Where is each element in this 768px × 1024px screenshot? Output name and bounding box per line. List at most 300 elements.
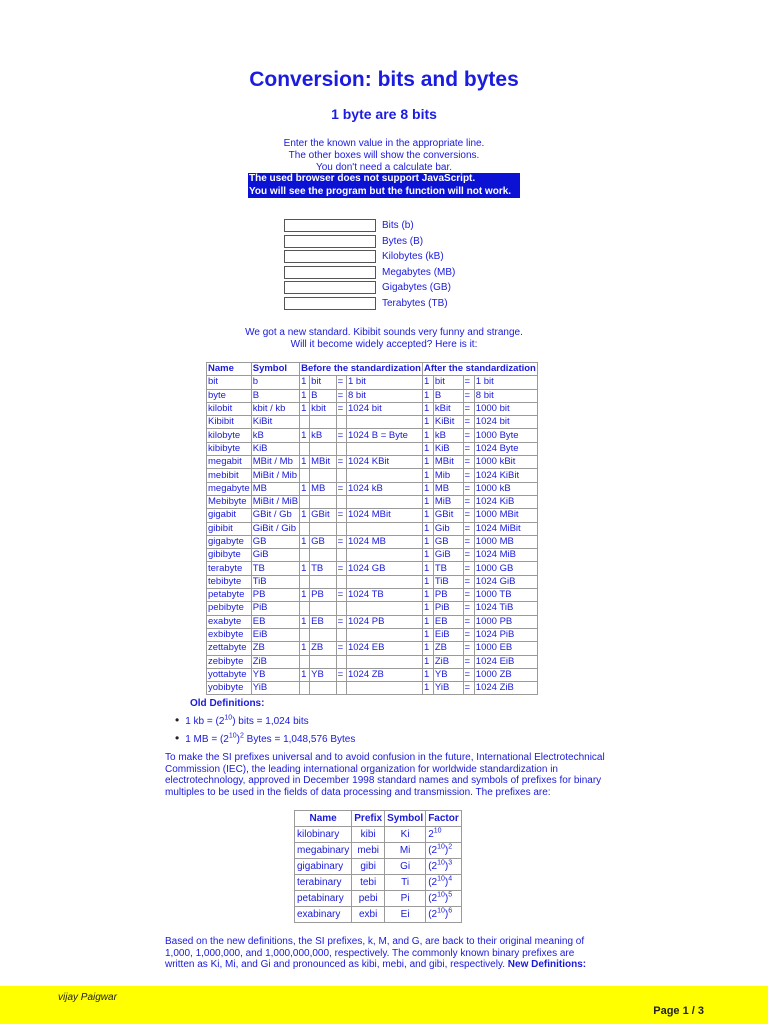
prefix-factor-cell: $(2^{10})^3$ bbox=[426, 859, 462, 875]
factor-base: 2 bbox=[431, 877, 438, 888]
table-row bbox=[207, 469, 538, 482]
table-row bbox=[207, 522, 538, 535]
table-cell: = bbox=[336, 389, 346, 402]
table-cell: GiB bbox=[251, 549, 299, 562]
table-cell: 1000 GB bbox=[474, 562, 537, 575]
table-cell: 1 bbox=[422, 655, 433, 668]
table-cell: 1024 ZiB bbox=[474, 682, 537, 695]
table-row bbox=[207, 442, 538, 455]
table-cell: 1024 KiBit bbox=[474, 469, 537, 482]
table-cell bbox=[336, 495, 346, 508]
table-cell: GiB bbox=[433, 549, 463, 562]
table-cell: PiB bbox=[433, 602, 463, 615]
table-cell: yottabyte bbox=[207, 668, 252, 681]
table-cell: 1 bbox=[422, 482, 433, 495]
table-cell: 1 bbox=[300, 456, 310, 469]
table-cell: 1 bbox=[300, 482, 310, 495]
factor-base: 2 bbox=[428, 829, 434, 840]
table-cell: 1024 TiB bbox=[474, 602, 537, 615]
table-cell: = bbox=[463, 522, 474, 535]
table-cell: PB bbox=[251, 589, 299, 602]
table-row bbox=[207, 668, 538, 681]
table-cell bbox=[310, 495, 337, 508]
gigabytes-label: Gigabytes (GB) bbox=[382, 282, 451, 294]
table-cell: 1024 MiB bbox=[474, 549, 537, 562]
table-row bbox=[207, 642, 538, 655]
warning-line: You will see the program but the function will not work. bbox=[249, 185, 512, 197]
table-cell: pebibyte bbox=[207, 602, 252, 615]
table-cell: = bbox=[336, 668, 346, 681]
table-cell bbox=[310, 469, 337, 482]
table-cell: TB bbox=[251, 562, 299, 575]
bytes-input[interactable] bbox=[284, 235, 376, 248]
table-cell: = bbox=[463, 655, 474, 668]
table-cell: = bbox=[463, 628, 474, 641]
table-cell: = bbox=[463, 682, 474, 695]
old-definition-item bbox=[175, 730, 355, 748]
table-cell: 1 bbox=[422, 602, 433, 615]
iec-paragraph: To make the SI prefixes universal and to avoid confusion in the future, International Electrotechnical Commission (IEC), the leading international organization for worldwide standardization in electrotechnology, approved in December 1998 standard names and symbols of prefixes for binary multiples to be used in the fields of data processing and transmission. The prefixes are: bbox=[165, 752, 605, 798]
kilobytes-row bbox=[284, 249, 484, 265]
table-cell bbox=[336, 682, 346, 695]
bytes-row bbox=[284, 234, 484, 250]
table-cell bbox=[336, 549, 346, 562]
table-cell: kB bbox=[310, 429, 337, 442]
table-cell: PB bbox=[310, 589, 337, 602]
old-definitions-list bbox=[175, 712, 355, 748]
table-cell: 1000 TB bbox=[474, 589, 537, 602]
table-row bbox=[207, 562, 538, 575]
def-exponent: 10 bbox=[224, 714, 233, 722]
table-row bbox=[207, 402, 538, 415]
table-row bbox=[295, 859, 462, 875]
table-cell: Mebibyte bbox=[207, 495, 252, 508]
header-name: Name bbox=[207, 363, 252, 376]
table-cell: 1 bbox=[422, 376, 433, 389]
kilobytes-input[interactable] bbox=[284, 250, 376, 263]
table-cell: 1 bit bbox=[346, 376, 422, 389]
table-cell bbox=[310, 682, 337, 695]
table-cell bbox=[300, 442, 310, 455]
table-cell: kilobit bbox=[207, 402, 252, 415]
table-cell: 1024 GiB bbox=[474, 575, 537, 588]
table-cell bbox=[300, 495, 310, 508]
gigabytes-row bbox=[284, 280, 484, 296]
table-cell: = bbox=[336, 509, 346, 522]
prefix-name-cell: megabinary bbox=[295, 843, 352, 859]
table-cell bbox=[300, 602, 310, 615]
table-cell bbox=[346, 416, 422, 429]
intro-text bbox=[0, 138, 768, 174]
table-cell: MBit / Mb bbox=[251, 456, 299, 469]
table-row bbox=[207, 575, 538, 588]
table-cell: = bbox=[336, 615, 346, 628]
table-cell: kbit bbox=[310, 402, 337, 415]
table-cell: tebibyte bbox=[207, 575, 252, 588]
intro-line: The other boxes will show the conversions. bbox=[288, 150, 480, 161]
gigabytes-input[interactable] bbox=[284, 281, 376, 294]
table-cell: 1000 EB bbox=[474, 642, 537, 655]
prefix-prefix-cell: kibi bbox=[352, 827, 385, 843]
table-cell: B bbox=[251, 389, 299, 402]
table-cell: 1024 PiB bbox=[474, 628, 537, 641]
prefix-table bbox=[294, 810, 462, 923]
factor-exponent: 10 bbox=[437, 843, 445, 851]
table-cell: MB bbox=[433, 482, 463, 495]
table-row bbox=[207, 495, 538, 508]
table-cell: ZiB bbox=[251, 655, 299, 668]
table-row bbox=[207, 429, 538, 442]
intro-line: You don't need a calculate bar. bbox=[315, 162, 453, 173]
factor-exponent: 10 bbox=[437, 907, 445, 915]
table-row bbox=[207, 509, 538, 522]
header-symbol: Symbol bbox=[385, 811, 426, 827]
prefix-symbol-cell: Gi bbox=[385, 859, 426, 875]
table-cell: 1 bbox=[422, 429, 433, 442]
table-cell bbox=[336, 575, 346, 588]
table-cell: = bbox=[336, 429, 346, 442]
table-cell: bit bbox=[310, 376, 337, 389]
table-cell: = bbox=[463, 509, 474, 522]
table-cell: bit bbox=[433, 376, 463, 389]
conversion-form bbox=[284, 218, 484, 311]
table-cell: = bbox=[463, 389, 474, 402]
table-cell: B bbox=[310, 389, 337, 402]
table-cell: 8 bit bbox=[474, 389, 537, 402]
table-cell bbox=[310, 549, 337, 562]
table-cell bbox=[310, 628, 337, 641]
table-cell: MiB bbox=[433, 495, 463, 508]
prefix-factor-cell: $(2^{10})^6$ bbox=[426, 907, 462, 923]
table-cell bbox=[300, 655, 310, 668]
table-cell bbox=[346, 442, 422, 455]
table-cell bbox=[346, 655, 422, 668]
table-row bbox=[295, 891, 462, 907]
table-cell: PiB bbox=[251, 602, 299, 615]
table-cell bbox=[346, 602, 422, 615]
table-cell: = bbox=[463, 482, 474, 495]
megabytes-label: Megabytes (MB) bbox=[382, 266, 456, 278]
prefix-symbol-cell: Ti bbox=[385, 875, 426, 891]
table-row bbox=[207, 549, 538, 562]
table-cell: gigabyte bbox=[207, 535, 252, 548]
table-cell: 1024 bit bbox=[474, 416, 537, 429]
table-row bbox=[295, 843, 462, 859]
table-cell bbox=[300, 469, 310, 482]
table-cell: = bbox=[463, 495, 474, 508]
table-cell: 1000 kBit bbox=[474, 456, 537, 469]
table-cell: GBit bbox=[433, 509, 463, 522]
prefix-symbol-cell: Pi bbox=[385, 891, 426, 907]
table-cell: TB bbox=[310, 562, 337, 575]
page-footer bbox=[0, 986, 768, 1024]
table-cell: MiBit / MiB bbox=[252, 496, 299, 508]
factor-base: 2 bbox=[431, 861, 438, 872]
table-cell: mebibit bbox=[207, 469, 252, 482]
table-cell: = bbox=[463, 575, 474, 588]
table-row bbox=[295, 907, 462, 923]
def-text: ) bits = 1,024 bits bbox=[232, 716, 309, 727]
table-cell: = bbox=[336, 562, 346, 575]
table-cell: 1 bbox=[422, 575, 433, 588]
table-cell: 1 bbox=[422, 535, 433, 548]
bits-row bbox=[284, 218, 484, 234]
prefix-name-cell: kilobinary bbox=[295, 827, 352, 843]
table-cell: = bbox=[463, 602, 474, 615]
factor-power: 3 bbox=[448, 859, 453, 867]
table-row bbox=[207, 655, 538, 668]
prefix-factor-cell: $(2^{10})^2$ bbox=[426, 843, 462, 859]
kilobytes-label: Kilobytes (kB) bbox=[382, 251, 444, 263]
table-cell: Gib bbox=[433, 522, 463, 535]
table-cell: KiBit bbox=[251, 416, 299, 429]
table-cell: megabit bbox=[207, 456, 252, 469]
table-cell: MB bbox=[251, 482, 299, 495]
table-cell: 1 bbox=[422, 522, 433, 535]
factor-exponent: 10 bbox=[433, 827, 442, 835]
table-cell: 1 bbox=[422, 549, 433, 562]
table-cell: 1 bbox=[422, 509, 433, 522]
table-cell: 1 bbox=[300, 389, 310, 402]
table-cell: YB bbox=[433, 668, 463, 681]
table-cell: gigabit bbox=[207, 509, 252, 522]
table-cell: ZiB bbox=[433, 655, 463, 668]
table-cell: TB bbox=[433, 562, 463, 575]
prefix-table-header bbox=[295, 811, 462, 827]
table-cell: 1024 TB bbox=[346, 589, 422, 602]
bytes-label: Bytes (B) bbox=[382, 235, 424, 247]
table-cell: EiB bbox=[251, 628, 299, 641]
table-cell: gibibyte bbox=[207, 549, 252, 562]
factor-exponent: 10 bbox=[437, 859, 445, 867]
table-cell: 1 bbox=[300, 668, 310, 681]
table-cell: PB bbox=[433, 589, 463, 602]
prefix-name-cell: petabinary bbox=[295, 891, 352, 907]
terabytes-label: Terabytes (TB) bbox=[382, 297, 448, 309]
table-cell: = bbox=[336, 456, 346, 469]
factor-exponent: 10 bbox=[437, 875, 445, 883]
table-cell: ZB bbox=[251, 642, 299, 655]
table-cell: 1 bbox=[300, 615, 310, 628]
def-text: ) bbox=[236, 734, 240, 745]
table-cell bbox=[346, 495, 422, 508]
table-cell: YiB bbox=[251, 682, 299, 695]
table-cell: 1 bbox=[422, 469, 433, 482]
table-cell: 1024 bit bbox=[346, 402, 422, 415]
table-cell: 1024 KBit bbox=[346, 456, 422, 469]
table-cell: 1024 MBit bbox=[346, 509, 422, 522]
factor-power: 2 bbox=[448, 843, 453, 851]
table-cell: 1000 ZB bbox=[474, 668, 537, 681]
factor-exponent: 10 bbox=[437, 891, 445, 899]
old-definitions-title: Old Definitions: bbox=[190, 698, 265, 709]
new-definitions-text: Based on the new definitions, the SI prefixes, k, M, and G, are back to their original meaning of 1,000, 1,000,000, and 1,000,000,000, respectively. The commonly known binary prefixes are written as Ki, Mi, and Gi and pronounced as kibi, mebi, and gibi, respectively. bbox=[165, 936, 585, 970]
table-cell: zebibyte bbox=[207, 655, 252, 668]
table-cell: GBit / Gb bbox=[251, 509, 299, 522]
table-cell: 1 bbox=[422, 628, 433, 641]
prefix-factor-cell bbox=[426, 827, 462, 843]
units-table bbox=[206, 362, 538, 695]
prefix-name-cell: exabinary bbox=[295, 907, 352, 923]
table-cell: bit bbox=[207, 376, 252, 389]
table-cell: 1024 PB bbox=[346, 615, 422, 628]
table-row bbox=[207, 682, 538, 695]
table-cell: GB bbox=[433, 535, 463, 548]
prefix-prefix-cell: exbi bbox=[352, 907, 385, 923]
new-definitions-paragraph bbox=[165, 936, 605, 971]
table-cell: zettabyte bbox=[207, 642, 252, 655]
table-cell: kbit / kb bbox=[251, 402, 299, 415]
table-cell: megabyte bbox=[208, 482, 250, 494]
prefix-symbol-cell: Mi bbox=[385, 843, 426, 859]
table-cell bbox=[310, 575, 337, 588]
table-cell bbox=[346, 522, 422, 535]
page-number: Page 1 / 3 bbox=[653, 1005, 704, 1017]
table-cell bbox=[300, 682, 310, 695]
table-row bbox=[207, 482, 538, 495]
table-cell: EiB bbox=[433, 628, 463, 641]
table-cell bbox=[346, 469, 422, 482]
header-factor: Factor bbox=[426, 811, 462, 827]
terabytes-input[interactable] bbox=[284, 297, 376, 310]
table-cell: 1 bbox=[422, 389, 433, 402]
table-cell: 1 bbox=[300, 509, 310, 522]
table-cell: TiB bbox=[251, 575, 299, 588]
intro-line: Enter the known value in the appropriate line. bbox=[283, 138, 485, 149]
table-cell: 1 bbox=[422, 589, 433, 602]
table-cell: 1024 Byte bbox=[474, 442, 537, 455]
table-cell: 1 bbox=[300, 535, 310, 548]
table-cell: = bbox=[336, 402, 346, 415]
old-definition-item bbox=[175, 712, 355, 730]
table-cell: 1 bbox=[300, 376, 310, 389]
table-cell: byte bbox=[207, 389, 252, 402]
table-cell: b bbox=[251, 376, 299, 389]
table-cell: 1 bbox=[422, 682, 433, 695]
warning-line: The used browser does not support JavaScript. bbox=[249, 173, 476, 184]
table-cell bbox=[336, 442, 346, 455]
table-cell: 1024 EB bbox=[346, 642, 422, 655]
table-cell: 1024 KiB bbox=[474, 495, 537, 508]
page-title: Conversion: bits and bytes bbox=[249, 68, 519, 91]
megabytes-input[interactable] bbox=[284, 266, 376, 279]
table-cell: YB bbox=[251, 668, 299, 681]
bits-input[interactable] bbox=[284, 219, 376, 232]
table-cell: GB bbox=[310, 535, 337, 548]
table-cell: = bbox=[463, 562, 474, 575]
table-cell: = bbox=[463, 402, 474, 415]
table-cell: = bbox=[336, 482, 346, 495]
table-cell: 1 bbox=[422, 615, 433, 628]
table-cell: kilobyte bbox=[207, 429, 252, 442]
factor-power: 5 bbox=[448, 891, 453, 899]
table-cell bbox=[346, 575, 422, 588]
table-cell bbox=[336, 628, 346, 641]
table-cell: 1 bbox=[422, 402, 433, 415]
author-name: vijay Paigwar bbox=[58, 992, 117, 1003]
bits-label: Bits (b) bbox=[382, 220, 414, 232]
table-cell: 1024 MiBit bbox=[474, 522, 537, 535]
table-cell: 1 bbox=[422, 442, 433, 455]
table-row bbox=[207, 456, 538, 469]
table-cell bbox=[300, 575, 310, 588]
def-text: 1 kb = (2 bbox=[185, 716, 225, 727]
table-cell bbox=[346, 628, 422, 641]
table-cell: terabyte bbox=[207, 562, 252, 575]
prefix-name-cell: gigabinary bbox=[295, 859, 352, 875]
table-cell bbox=[346, 682, 422, 695]
table-cell: kBit bbox=[433, 402, 463, 415]
table-cell: 1000 MB bbox=[474, 535, 537, 548]
table-cell: = bbox=[463, 535, 474, 548]
prefix-symbol-cell: Ki bbox=[385, 827, 426, 843]
table-cell bbox=[310, 522, 337, 535]
table-cell: exabyte bbox=[207, 615, 252, 628]
factor-base: 2 bbox=[431, 893, 438, 904]
standard-note bbox=[0, 327, 768, 350]
table-cell: EB bbox=[433, 615, 463, 628]
table-cell: 1024 GB bbox=[346, 562, 422, 575]
prefix-factor-cell: $(2^{10})^4$ bbox=[426, 875, 462, 891]
table-cell: B bbox=[433, 389, 463, 402]
table-cell: 1 bbox=[422, 495, 433, 508]
table-cell bbox=[300, 628, 310, 641]
table-row bbox=[207, 628, 538, 641]
table-cell bbox=[346, 549, 422, 562]
table-cell: gibibit bbox=[207, 522, 252, 535]
table-cell: ZB bbox=[433, 642, 463, 655]
table-cell bbox=[336, 469, 346, 482]
table-cell: TiB bbox=[433, 575, 463, 588]
def-exponent: 2 bbox=[239, 732, 244, 740]
table-cell: MBit bbox=[310, 456, 337, 469]
table-cell: 8 bit bbox=[346, 389, 422, 402]
def-text: Bytes = 1,048,576 Bytes bbox=[243, 734, 356, 745]
header-after: After the standardization bbox=[423, 363, 536, 375]
table-cell: Kibibit bbox=[207, 416, 252, 429]
table-cell: 1000 Byte bbox=[474, 429, 537, 442]
def-text: 1 MB = (2 bbox=[185, 734, 229, 745]
table-cell: kibibyte bbox=[207, 442, 252, 455]
header-symbol: Symbol bbox=[251, 363, 299, 376]
table-cell: exbibyte bbox=[207, 628, 252, 641]
prefix-name-cell: terabinary bbox=[295, 875, 352, 891]
table-cell: YiB bbox=[433, 682, 463, 695]
table-cell: kB bbox=[251, 429, 299, 442]
table-cell: 1 bbox=[422, 416, 433, 429]
table-cell: 1 bbox=[422, 562, 433, 575]
header-name: Name bbox=[295, 811, 352, 827]
table-cell: 1000 bit bbox=[474, 402, 537, 415]
table-cell: 1 bbox=[300, 589, 310, 602]
table-cell bbox=[310, 602, 337, 615]
table-cell: = bbox=[463, 456, 474, 469]
table-cell bbox=[300, 549, 310, 562]
table-cell: = bbox=[336, 642, 346, 655]
table-cell: yobibyte bbox=[207, 682, 252, 695]
table-row bbox=[207, 535, 538, 548]
table-cell: = bbox=[336, 535, 346, 548]
table-cell bbox=[300, 416, 310, 429]
table-cell bbox=[336, 655, 346, 668]
table-cell: 1 bbox=[422, 668, 433, 681]
table-cell: MBit bbox=[433, 456, 463, 469]
header-before: Before the standardization bbox=[301, 363, 421, 375]
standard-note-line: Will it become widely accepted? Here is it: bbox=[290, 338, 478, 350]
table-cell: = bbox=[463, 376, 474, 389]
table-row bbox=[207, 602, 538, 615]
table-row bbox=[207, 376, 538, 389]
